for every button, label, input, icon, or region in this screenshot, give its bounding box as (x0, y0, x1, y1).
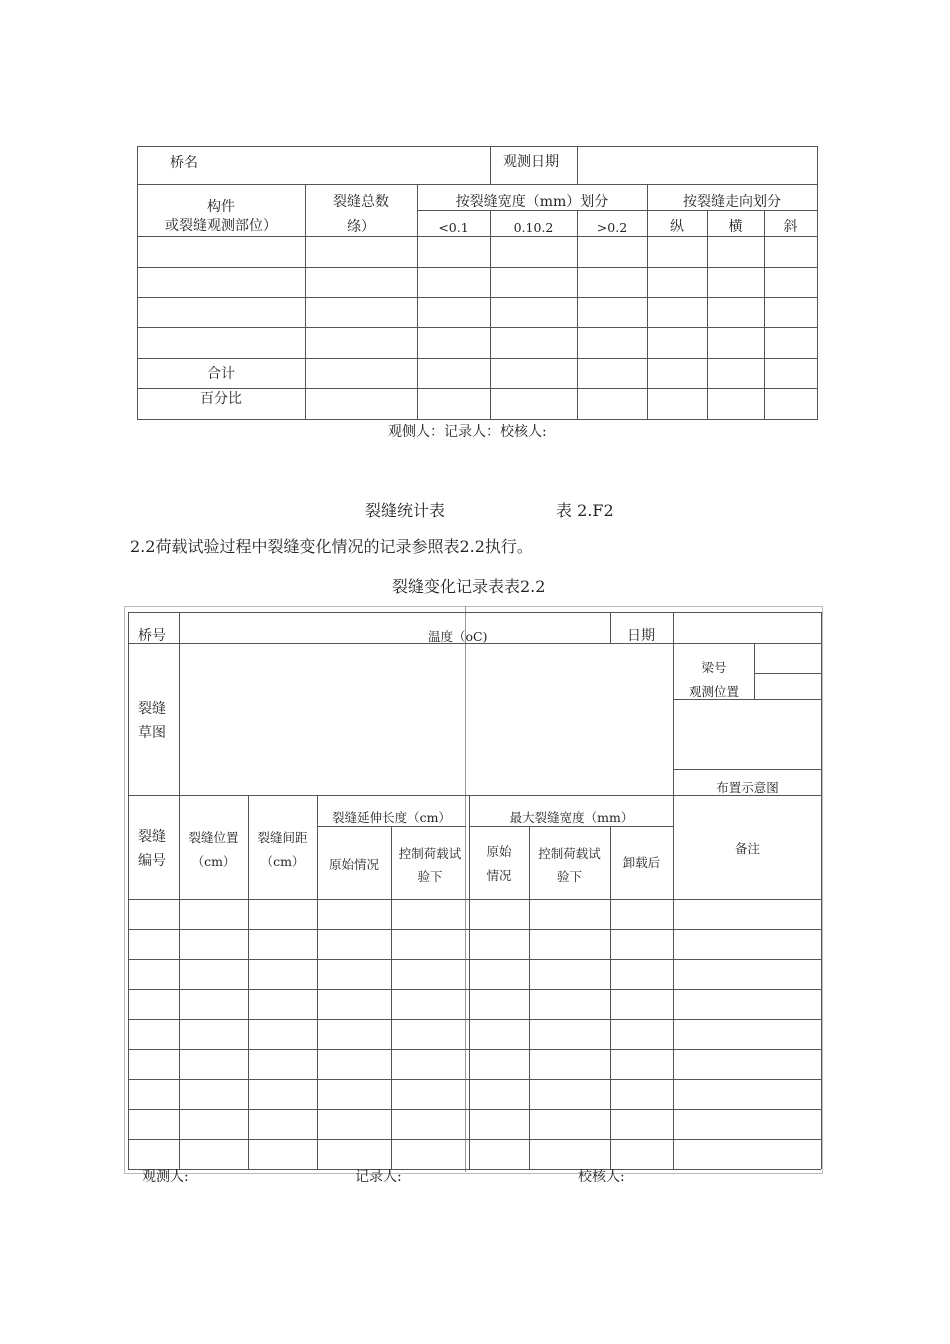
table1-caption-title: 裂缝统计表 (365, 501, 446, 520)
width-col-01-02: 0.10.2 (513, 220, 554, 235)
observation-position-label: 观测位置 (688, 684, 739, 699)
row-percent-label: 百分比 (200, 391, 242, 407)
direction-col-longitudinal: 纵 (670, 219, 684, 235)
layout-diagram-label: 布置示意图 (716, 780, 779, 795)
direction-group-header: 按裂缝走向划分 (683, 194, 781, 210)
crack-sketch-label-line1: 裂缝 (138, 701, 166, 717)
crack-sketch-label-line2: 草图 (138, 725, 166, 741)
temperature-label: 温度（oC) (428, 629, 488, 644)
total-cracks-header-line1: 裂缝总数 (333, 194, 389, 210)
crack-position-header-line2: （cm） (191, 854, 236, 869)
bridge-number-label: 桥号 (138, 628, 166, 644)
width-group-header: 按裂缝宽度（mm）划分 (455, 194, 609, 210)
observation-date-label: 观测日期 (503, 154, 559, 170)
extension-original-header: 原始情况 (328, 857, 379, 872)
table1-caption-number: 表 2.F2 (556, 501, 614, 520)
crack-number-header-line2: 编号 (138, 853, 166, 869)
row-total-label: 合计 (207, 366, 235, 382)
date-label: 日期 (627, 628, 655, 644)
extension-length-group-header: 裂缝延伸长度（cm） (332, 810, 451, 825)
total-cracks-header-line2: 绦） (347, 219, 375, 235)
width-col-lt-01: <0.1 (438, 220, 469, 235)
bridge-name-label: 桥名 (170, 155, 198, 171)
checker-signature-label: 校核人: (578, 1169, 625, 1185)
width-col-gt-02: >0.2 (596, 220, 628, 235)
max-width-original-header-line1: 原始 (486, 844, 512, 859)
max-width-control-load-header-line2: 验下 (556, 869, 582, 884)
extension-control-load-header-line1: 控制荷载试 (398, 846, 462, 861)
observer-signature-label: 观测人: (142, 1169, 189, 1185)
direction-col-transverse: 横 (728, 219, 743, 235)
remarks-header: 备注 (734, 841, 760, 856)
table2-caption: 裂缝变化记录表表2.2 (392, 577, 546, 596)
member-header-line1: 构件 (207, 199, 235, 215)
max-width-group-header: 最大裂缝宽度（mm） (509, 810, 634, 825)
crack-spacing-header-line1: 裂缝间距 (257, 830, 308, 845)
direction-col-diagonal: 斜 (783, 219, 798, 235)
extension-control-load-header-line2: 验下 (417, 869, 443, 884)
crack-spacing-header-line2: （cm） (260, 854, 305, 869)
max-width-after-unload-header: 卸载后 (622, 855, 661, 870)
max-width-control-load-header-line1: 控制荷载试 (538, 846, 601, 861)
table1-signatures: 观侧人：记录人：校核人: (388, 424, 547, 440)
crack-position-header-line1: 裂缝位置 (188, 830, 239, 845)
member-header-line2: 或裂缝观测部位） (165, 218, 277, 234)
recorder-signature-label: 记录人: (355, 1169, 402, 1185)
body-paragraph: 2.2荷载试验过程中裂缝变化情况的记录参照表2.2执行。 (130, 537, 533, 556)
beam-number-label: 梁号 (701, 660, 727, 675)
crack-number-header-line1: 裂缝 (138, 829, 166, 845)
max-width-original-header-line2: 情况 (486, 868, 512, 883)
